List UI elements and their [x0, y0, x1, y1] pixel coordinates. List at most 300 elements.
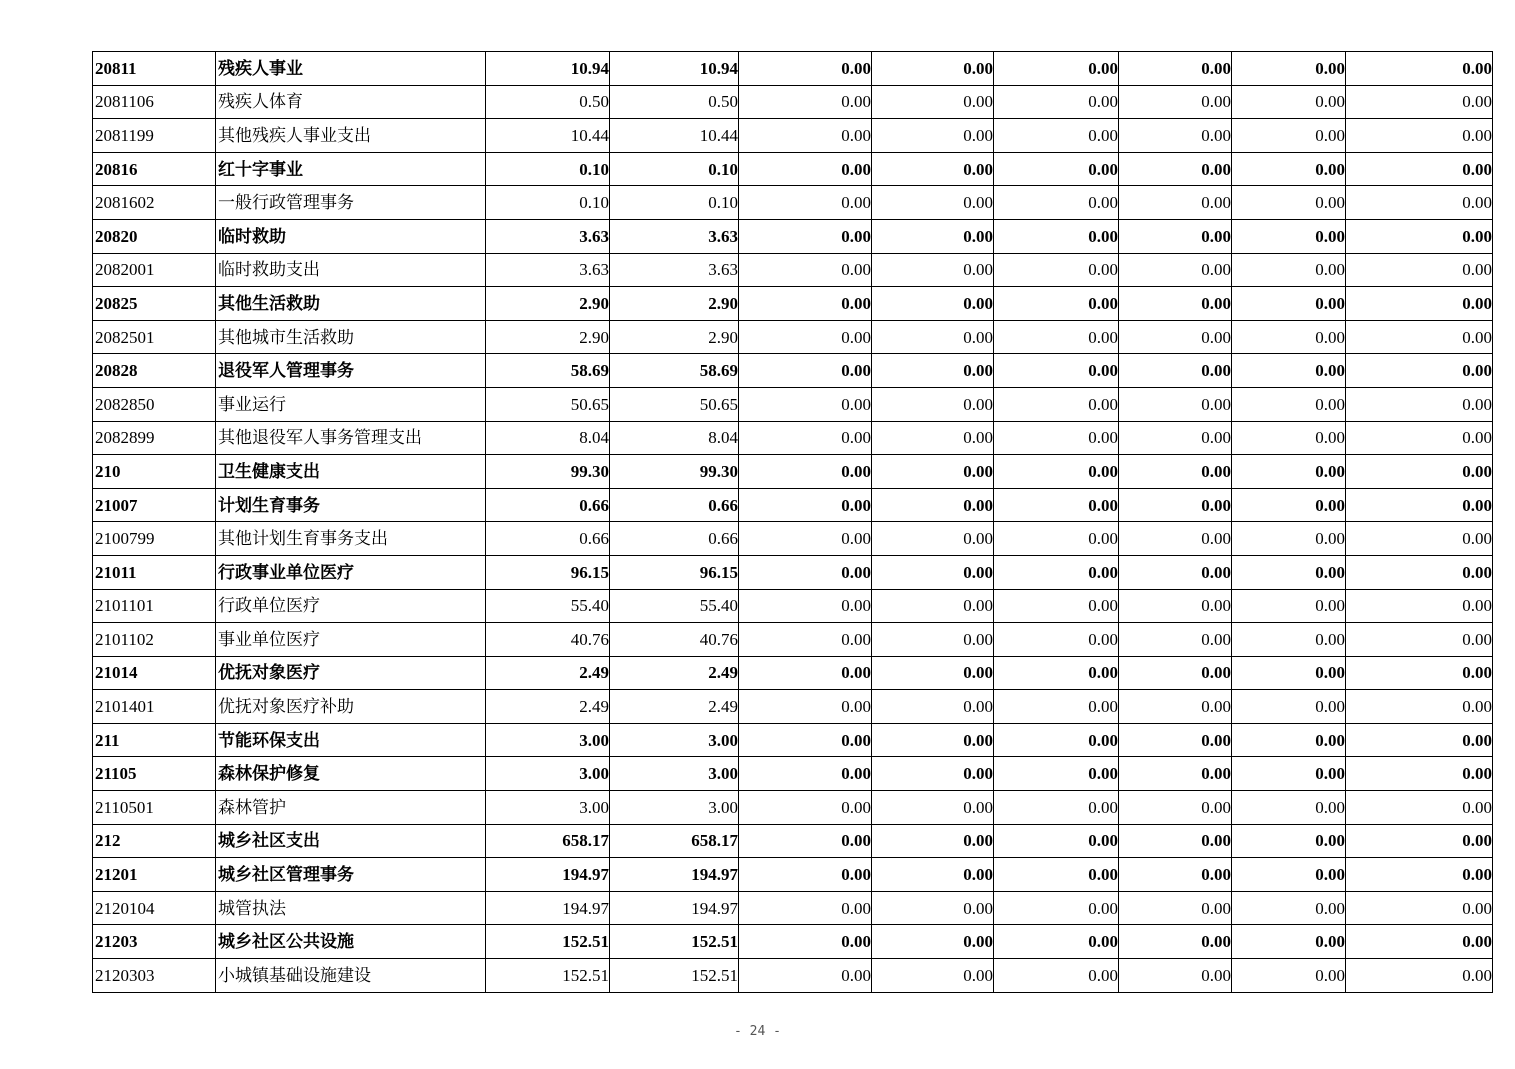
- name-cell: 小城镇基础设施建设: [216, 959, 486, 993]
- value-cell: 0.00: [1232, 656, 1346, 690]
- value-cell: 0.00: [1232, 757, 1346, 791]
- value-cell: 0.00: [739, 824, 872, 858]
- value-cell: 40.76: [610, 623, 739, 657]
- value-cell: 0.00: [1346, 287, 1493, 321]
- value-cell: 2.49: [486, 656, 610, 690]
- value-cell: 0.00: [1232, 320, 1346, 354]
- value-cell: 0.00: [1232, 959, 1346, 993]
- name-cell: 森林保护修复: [216, 757, 486, 791]
- table-row: [93, 253, 1493, 287]
- value-cell: 0.00: [739, 186, 872, 220]
- value-cell: 0.00: [1119, 52, 1232, 86]
- value-cell: 0.00: [872, 219, 994, 253]
- value-cell: 0.00: [1232, 925, 1346, 959]
- value-cell: 0.00: [1232, 623, 1346, 657]
- value-cell: 2.49: [486, 690, 610, 724]
- value-cell: 152.51: [486, 959, 610, 993]
- name-cell: 行政事业单位医疗: [216, 555, 486, 589]
- value-cell: 0.00: [1119, 186, 1232, 220]
- value-cell: 0.00: [1119, 455, 1232, 489]
- value-cell: 0.00: [872, 522, 994, 556]
- value-cell: 0.00: [994, 824, 1119, 858]
- value-cell: 0.00: [739, 320, 872, 354]
- value-cell: 3.00: [610, 757, 739, 791]
- value-cell: 2.49: [610, 656, 739, 690]
- value-cell: 50.65: [610, 387, 739, 421]
- value-cell: 0.00: [1346, 320, 1493, 354]
- value-cell: 0.00: [739, 287, 872, 321]
- value-cell: 0.10: [610, 152, 739, 186]
- value-cell: 0.00: [1346, 219, 1493, 253]
- value-cell: 0.00: [994, 656, 1119, 690]
- value-cell: 0.00: [872, 52, 994, 86]
- value-cell: 0.00: [994, 791, 1119, 825]
- value-cell: 0.00: [1119, 925, 1232, 959]
- value-cell: 152.51: [610, 959, 739, 993]
- value-cell: 50.65: [486, 387, 610, 421]
- value-cell: 10.94: [610, 52, 739, 86]
- name-cell: 城乡社区支出: [216, 824, 486, 858]
- value-cell: 0.00: [872, 623, 994, 657]
- value-cell: 0.00: [1346, 791, 1493, 825]
- value-cell: 0.00: [994, 925, 1119, 959]
- value-cell: 8.04: [610, 421, 739, 455]
- value-cell: 0.00: [739, 354, 872, 388]
- code-cell: 2082850: [93, 387, 216, 421]
- value-cell: 55.40: [610, 589, 739, 623]
- value-cell: 0.00: [1232, 219, 1346, 253]
- value-cell: 0.00: [1232, 354, 1346, 388]
- value-cell: 0.00: [1346, 589, 1493, 623]
- value-cell: 0.00: [872, 824, 994, 858]
- value-cell: 0.00: [1346, 455, 1493, 489]
- code-cell: 2101401: [93, 690, 216, 724]
- value-cell: 0.00: [1232, 791, 1346, 825]
- value-cell: 0.00: [1346, 522, 1493, 556]
- value-cell: 0.00: [1232, 152, 1346, 186]
- value-cell: 0.10: [486, 152, 610, 186]
- value-cell: 0.00: [994, 52, 1119, 86]
- table-row: [93, 589, 1493, 623]
- value-cell: 0.00: [739, 723, 872, 757]
- table-row: [93, 623, 1493, 657]
- value-cell: 0.00: [1119, 959, 1232, 993]
- value-cell: 0.00: [1346, 52, 1493, 86]
- value-cell: 0.00: [1232, 824, 1346, 858]
- value-cell: 0.00: [1346, 959, 1493, 993]
- value-cell: 0.00: [739, 421, 872, 455]
- name-cell: 其他计划生育事务支出: [216, 522, 486, 556]
- name-cell: 一般行政管理事务: [216, 186, 486, 220]
- value-cell: 0.00: [1346, 85, 1493, 119]
- name-cell: 优抚对象医疗补助: [216, 690, 486, 724]
- value-cell: 0.00: [739, 455, 872, 489]
- value-cell: 0.00: [739, 119, 872, 153]
- value-cell: 99.30: [610, 455, 739, 489]
- value-cell: 0.00: [739, 85, 872, 119]
- code-cell: 210: [93, 455, 216, 489]
- table-row: [93, 52, 1493, 86]
- value-cell: 0.00: [1346, 387, 1493, 421]
- value-cell: 0.00: [739, 891, 872, 925]
- value-cell: 152.51: [610, 925, 739, 959]
- code-cell: 21014: [93, 656, 216, 690]
- value-cell: 194.97: [610, 891, 739, 925]
- code-cell: 2110501: [93, 791, 216, 825]
- value-cell: 0.00: [872, 791, 994, 825]
- value-cell: 0.00: [994, 287, 1119, 321]
- value-cell: 0.10: [486, 186, 610, 220]
- value-cell: 0.00: [872, 152, 994, 186]
- value-cell: 3.00: [610, 791, 739, 825]
- value-cell: 0.00: [994, 320, 1119, 354]
- value-cell: 0.00: [1346, 421, 1493, 455]
- budget-table: [92, 51, 1493, 993]
- table-row: [93, 656, 1493, 690]
- value-cell: 0.00: [739, 656, 872, 690]
- value-cell: 0.00: [1232, 522, 1346, 556]
- name-cell: 城乡社区管理事务: [216, 858, 486, 892]
- code-cell: 21203: [93, 925, 216, 959]
- value-cell: 3.63: [486, 253, 610, 287]
- value-cell: 0.66: [486, 488, 610, 522]
- name-cell: 森林管护: [216, 791, 486, 825]
- value-cell: 0.00: [1119, 119, 1232, 153]
- value-cell: 0.00: [994, 219, 1119, 253]
- value-cell: 96.15: [486, 555, 610, 589]
- value-cell: 0.00: [872, 253, 994, 287]
- value-cell: 0.00: [994, 690, 1119, 724]
- value-cell: 0.00: [872, 723, 994, 757]
- value-cell: 0.00: [872, 354, 994, 388]
- value-cell: 3.00: [486, 723, 610, 757]
- table-row: [93, 186, 1493, 220]
- value-cell: 0.00: [1119, 522, 1232, 556]
- value-cell: 0.00: [1119, 354, 1232, 388]
- name-cell: 退役军人管理事务: [216, 354, 486, 388]
- value-cell: 2.90: [610, 287, 739, 321]
- value-cell: 0.00: [994, 959, 1119, 993]
- value-cell: 0.00: [994, 522, 1119, 556]
- value-cell: 0.00: [1119, 421, 1232, 455]
- value-cell: 0.00: [994, 85, 1119, 119]
- value-cell: 0.00: [872, 891, 994, 925]
- value-cell: 0.00: [872, 757, 994, 791]
- table-row: [93, 119, 1493, 153]
- table-row: [93, 455, 1493, 489]
- code-cell: 20825: [93, 287, 216, 321]
- table-row: [93, 858, 1493, 892]
- value-cell: 0.00: [1346, 152, 1493, 186]
- value-cell: 0.00: [739, 219, 872, 253]
- value-cell: 0.00: [872, 858, 994, 892]
- value-cell: 0.10: [610, 186, 739, 220]
- value-cell: 0.00: [739, 52, 872, 86]
- value-cell: 0.00: [872, 421, 994, 455]
- value-cell: 0.00: [1119, 387, 1232, 421]
- value-cell: 40.76: [486, 623, 610, 657]
- code-cell: 21201: [93, 858, 216, 892]
- value-cell: 152.51: [486, 925, 610, 959]
- value-cell: 58.69: [486, 354, 610, 388]
- value-cell: 0.00: [1346, 253, 1493, 287]
- value-cell: 0.00: [1119, 589, 1232, 623]
- name-cell: 节能环保支出: [216, 723, 486, 757]
- table-row: [93, 152, 1493, 186]
- table-row: [93, 421, 1493, 455]
- code-cell: 2120104: [93, 891, 216, 925]
- value-cell: 0.00: [872, 387, 994, 421]
- value-cell: 0.00: [1119, 555, 1232, 589]
- value-cell: 2.90: [486, 287, 610, 321]
- value-cell: 0.00: [994, 858, 1119, 892]
- value-cell: 0.00: [1346, 690, 1493, 724]
- value-cell: 96.15: [610, 555, 739, 589]
- value-cell: 0.00: [1119, 85, 1232, 119]
- value-cell: 0.00: [1119, 723, 1232, 757]
- name-cell: 其他残疾人事业支出: [216, 119, 486, 153]
- code-cell: 2081199: [93, 119, 216, 153]
- table-row: [93, 555, 1493, 589]
- value-cell: 0.00: [1346, 656, 1493, 690]
- table-row: [93, 891, 1493, 925]
- code-cell: 211: [93, 723, 216, 757]
- code-cell: 21007: [93, 488, 216, 522]
- value-cell: 0.00: [739, 522, 872, 556]
- code-cell: 2082501: [93, 320, 216, 354]
- value-cell: 0.00: [994, 387, 1119, 421]
- value-cell: 55.40: [486, 589, 610, 623]
- value-cell: 3.00: [486, 757, 610, 791]
- value-cell: 10.44: [486, 119, 610, 153]
- name-cell: 临时救助: [216, 219, 486, 253]
- value-cell: 0.00: [872, 690, 994, 724]
- value-cell: 0.66: [610, 522, 739, 556]
- value-cell: 658.17: [486, 824, 610, 858]
- code-cell: 2101102: [93, 623, 216, 657]
- table-row: [93, 488, 1493, 522]
- name-cell: 事业单位医疗: [216, 623, 486, 657]
- value-cell: 0.00: [872, 925, 994, 959]
- value-cell: 0.00: [1232, 723, 1346, 757]
- value-cell: 3.63: [486, 219, 610, 253]
- value-cell: 194.97: [486, 858, 610, 892]
- value-cell: 0.00: [739, 623, 872, 657]
- value-cell: 0.00: [1232, 589, 1346, 623]
- table-row: [93, 723, 1493, 757]
- value-cell: 0.00: [1346, 858, 1493, 892]
- code-cell: 20811: [93, 52, 216, 86]
- name-cell: 其他城市生活救助: [216, 320, 486, 354]
- value-cell: 0.00: [872, 488, 994, 522]
- value-cell: 0.00: [1232, 455, 1346, 489]
- name-cell: 其他生活救助: [216, 287, 486, 321]
- table-row: [93, 959, 1493, 993]
- value-cell: 0.50: [610, 85, 739, 119]
- value-cell: 0.00: [739, 152, 872, 186]
- value-cell: 0.00: [994, 253, 1119, 287]
- code-cell: 21105: [93, 757, 216, 791]
- code-cell: 212: [93, 824, 216, 858]
- value-cell: 0.00: [1346, 891, 1493, 925]
- code-cell: 2120303: [93, 959, 216, 993]
- value-cell: 2.49: [610, 690, 739, 724]
- page-number: - 24 -: [734, 1024, 781, 1039]
- name-cell: 事业运行: [216, 387, 486, 421]
- table-row: [93, 320, 1493, 354]
- value-cell: 0.00: [1232, 287, 1346, 321]
- value-cell: 58.69: [610, 354, 739, 388]
- value-cell: 0.00: [994, 455, 1119, 489]
- value-cell: 0.00: [1119, 320, 1232, 354]
- name-cell: 优抚对象医疗: [216, 656, 486, 690]
- value-cell: 0.00: [1232, 690, 1346, 724]
- name-cell: 残疾人体育: [216, 85, 486, 119]
- value-cell: 0.00: [872, 455, 994, 489]
- table-row: [93, 354, 1493, 388]
- value-cell: 0.00: [1232, 488, 1346, 522]
- value-cell: 99.30: [486, 455, 610, 489]
- table-row: [93, 219, 1493, 253]
- value-cell: 0.00: [872, 589, 994, 623]
- value-cell: 3.00: [610, 723, 739, 757]
- value-cell: 2.90: [610, 320, 739, 354]
- table-row: [93, 387, 1493, 421]
- name-cell: 临时救助支出: [216, 253, 486, 287]
- value-cell: 0.00: [739, 589, 872, 623]
- value-cell: 0.00: [1119, 757, 1232, 791]
- value-cell: 0.00: [1232, 253, 1346, 287]
- value-cell: 0.00: [872, 320, 994, 354]
- table-row: [93, 791, 1493, 825]
- value-cell: 0.00: [1346, 757, 1493, 791]
- value-cell: 0.00: [739, 690, 872, 724]
- value-cell: 0.00: [994, 589, 1119, 623]
- value-cell: 0.00: [739, 791, 872, 825]
- name-cell: 城管执法: [216, 891, 486, 925]
- value-cell: 0.00: [1346, 623, 1493, 657]
- code-cell: 20816: [93, 152, 216, 186]
- value-cell: 0.00: [1346, 186, 1493, 220]
- value-cell: 0.00: [1232, 421, 1346, 455]
- value-cell: 3.63: [610, 219, 739, 253]
- value-cell: 0.00: [1119, 287, 1232, 321]
- value-cell: 0.00: [1346, 824, 1493, 858]
- code-cell: 2100799: [93, 522, 216, 556]
- value-cell: 2.90: [486, 320, 610, 354]
- value-cell: 0.00: [994, 555, 1119, 589]
- value-cell: 0.50: [486, 85, 610, 119]
- value-cell: 0.00: [1346, 488, 1493, 522]
- value-cell: 0.00: [994, 421, 1119, 455]
- table-row: [93, 757, 1493, 791]
- budget-table-body: [93, 52, 1493, 993]
- value-cell: 0.00: [1232, 85, 1346, 119]
- value-cell: 0.00: [872, 656, 994, 690]
- name-cell: 残疾人事业: [216, 52, 486, 86]
- value-cell: 0.00: [739, 925, 872, 959]
- value-cell: 0.00: [994, 186, 1119, 220]
- value-cell: 0.00: [1346, 723, 1493, 757]
- value-cell: 8.04: [486, 421, 610, 455]
- value-cell: 0.00: [994, 488, 1119, 522]
- value-cell: 0.00: [1119, 891, 1232, 925]
- value-cell: 0.00: [994, 152, 1119, 186]
- value-cell: 0.00: [1346, 119, 1493, 153]
- name-cell: 其他退役军人事务管理支出: [216, 421, 486, 455]
- value-cell: 0.00: [1119, 152, 1232, 186]
- value-cell: 0.00: [739, 858, 872, 892]
- value-cell: 3.00: [486, 791, 610, 825]
- value-cell: 0.00: [1232, 555, 1346, 589]
- value-cell: 0.00: [739, 959, 872, 993]
- code-cell: 21011: [93, 555, 216, 589]
- value-cell: 0.00: [872, 555, 994, 589]
- value-cell: 0.66: [486, 522, 610, 556]
- code-cell: 2101101: [93, 589, 216, 623]
- value-cell: 0.00: [994, 723, 1119, 757]
- value-cell: 0.00: [1119, 623, 1232, 657]
- code-cell: 2082899: [93, 421, 216, 455]
- value-cell: 0.00: [994, 119, 1119, 153]
- value-cell: 658.17: [610, 824, 739, 858]
- code-cell: 2081602: [93, 186, 216, 220]
- value-cell: 194.97: [486, 891, 610, 925]
- name-cell: 行政单位医疗: [216, 589, 486, 623]
- value-cell: 10.94: [486, 52, 610, 86]
- value-cell: 0.00: [1119, 824, 1232, 858]
- value-cell: 0.00: [1232, 186, 1346, 220]
- value-cell: 0.00: [1119, 488, 1232, 522]
- table-row: [93, 690, 1493, 724]
- name-cell: 卫生健康支出: [216, 455, 486, 489]
- value-cell: 0.00: [1346, 925, 1493, 959]
- code-cell: 2082001: [93, 253, 216, 287]
- value-cell: 0.00: [739, 253, 872, 287]
- table-row: [93, 522, 1493, 556]
- value-cell: 0.00: [1119, 656, 1232, 690]
- value-cell: 0.00: [1346, 555, 1493, 589]
- value-cell: 0.00: [872, 186, 994, 220]
- name-cell: 城乡社区公共设施: [216, 925, 486, 959]
- value-cell: 0.00: [1119, 858, 1232, 892]
- value-cell: 0.00: [1119, 791, 1232, 825]
- value-cell: 0.00: [872, 959, 994, 993]
- value-cell: 0.00: [994, 891, 1119, 925]
- value-cell: 0.00: [872, 119, 994, 153]
- value-cell: 0.00: [1119, 690, 1232, 724]
- value-cell: 0.00: [739, 757, 872, 791]
- code-cell: 20828: [93, 354, 216, 388]
- value-cell: 3.63: [610, 253, 739, 287]
- name-cell: 计划生育事务: [216, 488, 486, 522]
- code-cell: 2081106: [93, 85, 216, 119]
- value-cell: 0.00: [872, 287, 994, 321]
- value-cell: 0.00: [1232, 387, 1346, 421]
- code-cell: 20820: [93, 219, 216, 253]
- value-cell: 0.66: [610, 488, 739, 522]
- value-cell: 0.00: [1232, 858, 1346, 892]
- value-cell: 0.00: [1346, 354, 1493, 388]
- value-cell: 194.97: [610, 858, 739, 892]
- value-cell: 0.00: [1232, 891, 1346, 925]
- value-cell: 0.00: [1119, 253, 1232, 287]
- value-cell: 0.00: [872, 85, 994, 119]
- value-cell: 0.00: [1119, 219, 1232, 253]
- name-cell: 红十字事业: [216, 152, 486, 186]
- value-cell: 0.00: [994, 354, 1119, 388]
- table-row: [93, 85, 1493, 119]
